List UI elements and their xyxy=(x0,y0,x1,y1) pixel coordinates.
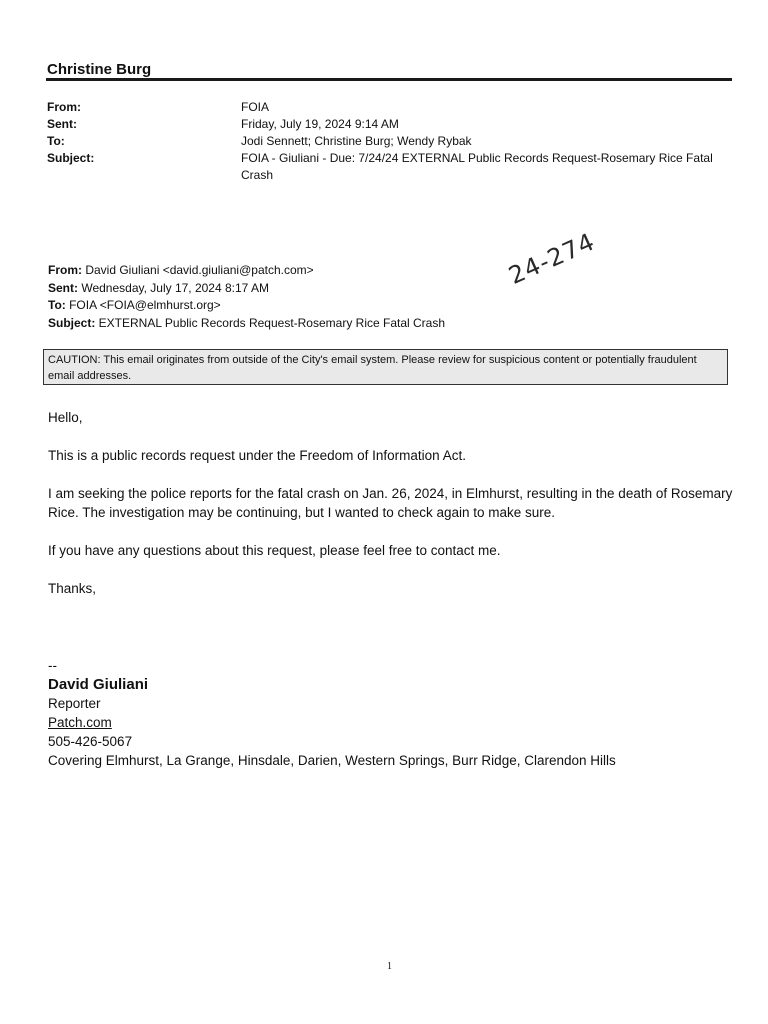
forwarded-header xyxy=(48,262,445,332)
header-sent-row xyxy=(47,116,737,133)
page-number: 1 xyxy=(387,961,392,972)
signature-title: Reporter xyxy=(48,696,101,711)
body-paragraph-2: I am seeking the police reports for the fatal crash on Jan. 26, 2024, in Elmhurst, resulting in the death of Rosemary Rice. The investigation may be continuing, but I wanted to check again to make sure. xyxy=(48,486,733,520)
fwd-sent-label: Sent: xyxy=(48,280,78,295)
body-paragraph-3: If you have any questions about this request, please feel free to contact me. xyxy=(48,543,501,558)
handwritten-case-number: 24-274 xyxy=(504,227,600,290)
header-from-row xyxy=(47,99,737,116)
header-to-row xyxy=(47,133,737,150)
fwd-subject-row xyxy=(48,315,445,333)
fwd-sent-row xyxy=(48,280,445,298)
to-value: Jodi Sennett; Christine Burg; Wendy Rybak xyxy=(241,134,472,148)
header-subject-row xyxy=(47,150,737,184)
closing: Thanks, xyxy=(48,581,97,596)
signature-coverage: Covering Elmhurst, La Grange, Hinsdale, Darien, Western Springs, Burr Ridge, Clarendon Hills xyxy=(48,753,616,768)
fwd-to-row xyxy=(48,297,445,315)
subject-value: FOIA - Giuliani - Due: 7/24/24 EXTERNAL Public Records Request-Rosemary Rice Fatal Crash xyxy=(241,151,713,182)
signature-block xyxy=(48,656,616,770)
greeting: Hello, xyxy=(48,410,83,425)
sent-value: Friday, July 19, 2024 9:14 AM xyxy=(241,117,399,131)
fwd-to-value: FOIA <FOIA@elmhurst.org> xyxy=(65,298,221,312)
fwd-subject-value: EXTERNAL Public Records Request-Rosemary Rice Fatal Crash xyxy=(95,315,446,330)
email-body xyxy=(48,408,738,617)
signature-separator: -- xyxy=(48,658,57,673)
fwd-from-row xyxy=(48,262,445,280)
fwd-from-label: From: xyxy=(48,263,82,277)
caution-banner: CAUTION: This email originates from outside of the City's email system. Please review for suspicious content or potentially fraudulent email addresses. xyxy=(43,349,728,385)
body-paragraph-1: This is a public records request under the Freedom of Information Act. xyxy=(48,448,466,463)
from-label: From: xyxy=(47,100,81,114)
sent-label: Sent: xyxy=(47,117,77,131)
email-header xyxy=(47,99,737,184)
mailbox-owner-name: Christine Burg xyxy=(47,61,152,78)
fwd-to-label: To: xyxy=(48,298,66,312)
fwd-from-value: David Giuliani <david.giuliani@patch.com> xyxy=(82,263,314,277)
subject-label: Subject: xyxy=(47,151,95,165)
fwd-subject-label: Subject: xyxy=(48,315,96,330)
from-value: FOIA xyxy=(241,100,270,114)
signature-phone: 505-426-5067 xyxy=(48,734,133,749)
to-label: To: xyxy=(47,134,65,148)
fwd-sent-value: Wednesday, July 17, 2024 8:17 AM xyxy=(78,280,270,295)
header-rule xyxy=(46,78,732,81)
signature-name: David Giuliani xyxy=(48,676,149,693)
signature-site-link[interactable]: Patch.com xyxy=(48,715,112,730)
